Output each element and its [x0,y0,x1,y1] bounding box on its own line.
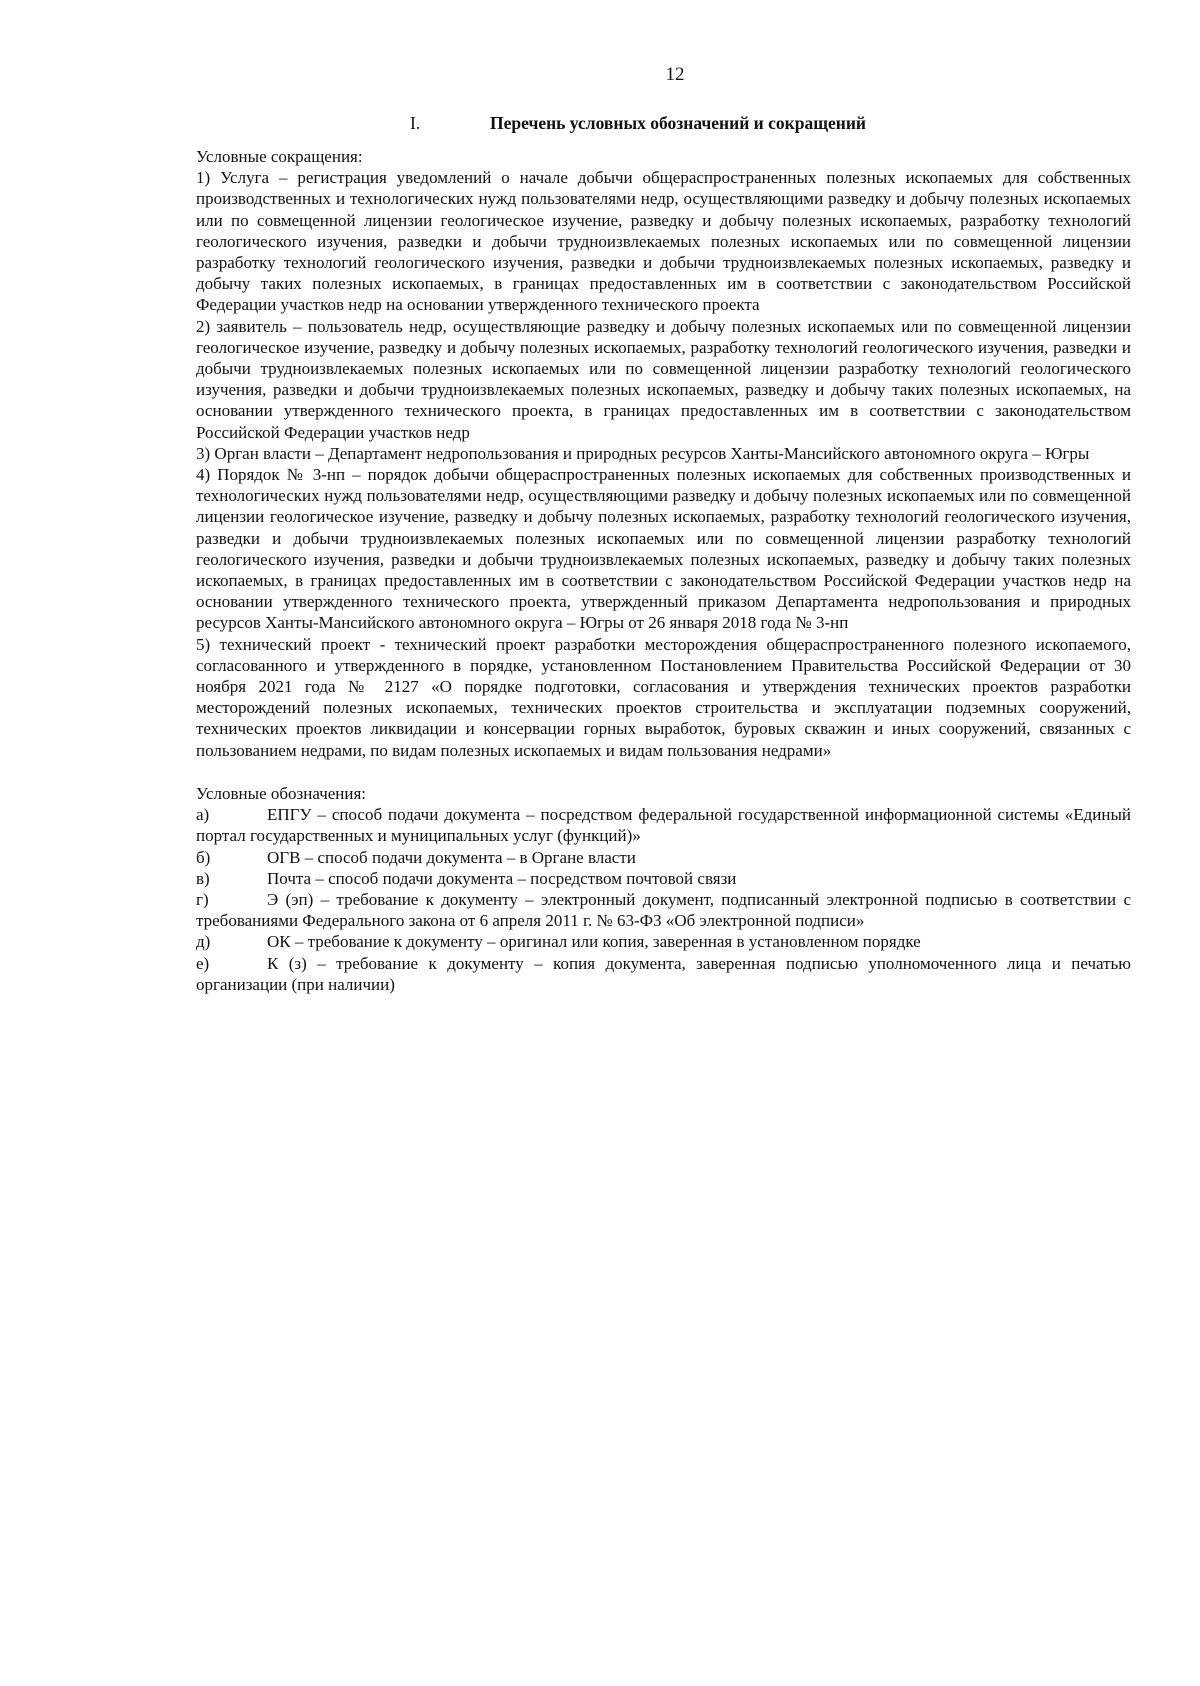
designation-letter: д) [196,932,211,952]
designation-item [196,847,1131,868]
abbreviation-item: 3) Орган власти – Департамент недропользования и природных ресурсов Ханты-Мансийского автономного округа – Югры [196,443,1090,463]
designation-item [196,804,1131,846]
designation-text: К (з) – требование к документу – копия документа, заверенная подписью уполномоченного лица и печатью организации (при наличии) [196,953,1131,994]
designation-letter: е) [196,953,210,973]
designation-text: ЕПГУ – способ подачи документа – посредством федеральной государственной информационной системы «Единый портал государственных и муниципальных услуг (функций)» [196,805,1131,846]
designation-text: Э (эп) – требование к документу – электронный документ, подписанный электронной подписью в соответствии с требованиями Федерального закона от 6 апреля 2011 г. № 63-ФЗ «Об электронной подписи» [196,889,1131,931]
designation-text: Почта – способ подачи документа – посредством почтовой связи [267,868,737,888]
designations-label: Условные обозначения: [196,783,367,803]
abbreviations-label: Условные сокращения: [196,147,363,166]
designation-item [196,953,1131,995]
designation-letter: в) [196,868,210,888]
designation-item [196,868,1131,889]
abbreviation-item: 2) заявитель – пользователь недр, осуществляющие разведку и добычу полезных ископаемых или по совмещенной лицензии геологическое изучение, разведку и добычу полезных ископаемых, разработку технологий геологического изучения, разведки и добычи трудноизвлекаемых полезных ископаемых или по совмещенной лицензии разработку технологий геологического изучения, разведки и добычи трудноизвлекаемых полезных ископаемых, разведку и добычу таких полезных ископаемых, на основании утвержденного технического проекта, в границах предоставленных им в соответствии с законодательством Российской Федерации участков недр [196,316,1131,442]
section-heading [410,113,866,134]
page-number: 12 [665,64,685,85]
spacer [196,761,1131,783]
designation-letter: г) [196,889,209,909]
section-title: Перечень условных обозначений и сокращений [490,113,867,133]
designation-item [196,889,1131,931]
designation-item [196,931,1131,952]
abbreviation-item: 1) Услуга – регистрация уведомлений о начале добычи общераспространенных полезных ископаемых для собственных производственных и технологических нужд пользователями недр, осуществляющими разведку и добычу полезных ископаемых или по совмещенной лицензии геологическое изучение, разведку и добычу полезных ископаемых, разработку технологий геологического изучения, разведки и добычи трудноизвлекаемых полезных ископаемых или по совмещенной лицензии разработку технологий геологического изучения, разведки и добычи трудноизвлекаемых полезных ископаемых, разведку и добычу таких полезных ископаемых, в границах предоставленных им в соответствии с законодательством Российской Федерации участков недр на основании утвержденного технического проекта [196,168,1131,315]
document-body [196,146,1131,995]
designation-letter: а) [196,805,210,825]
designation-letter: б) [196,847,211,867]
designation-text: ОГВ – способ подачи документа – в Органе власти [267,847,636,867]
abbreviation-item: 4) Порядок № 3-нп – порядок добычи общераспространенных полезных ископаемых для собственных производственных и технологических нужд пользователями недр, осуществляющими разведку и добычу полезных ископаемых или по совмещенной лицензии геологическое изучение, разведку и добычу полезных ископаемых, разработку технологий геологического изучения, разведки и добычи трудноизвлекаемых полезных ископаемых или по совмещенной лицензии разработку технологий геологического изучения, разведки и добычи трудноизвлекаемых полезных ископаемых, разведку и добычу таких полезных ископаемых, в границах предоставленных им в соответствии с законодательством Российской Федерации участков недр на основании утвержденного технического проекта, утвержденный приказом Департамента недропользования и природных ресурсов Ханты-Мансийского автономного округа – Югры от 26 января 2018 года № 3-нп [196,465,1131,633]
abbreviation-item: 5) технический проект - технический проект разработки месторождения общераспространенного полезного ископаемого, согласованного и утвержденного в порядке, установленном Постановлением Правительства Российской Федерации от 30 ноября 2021 года № 2127 «О порядке подготовки, согласования и утверждения технических проектов разработки месторождений полезных ископаемых, технических проектов строительства и эксплуатации подземных сооружений, технических проектов ликвидации и консервации горных выработок, буровых скважин и иных сооружений, связанных с пользованием недрами, по видам полезных ископаемых и видам пользования недрами» [196,634,1131,760]
designation-text: ОК – требование к документу – оригинал или копия, заверенная в установленном порядке [267,932,921,952]
section-numeral: I. [410,113,421,133]
